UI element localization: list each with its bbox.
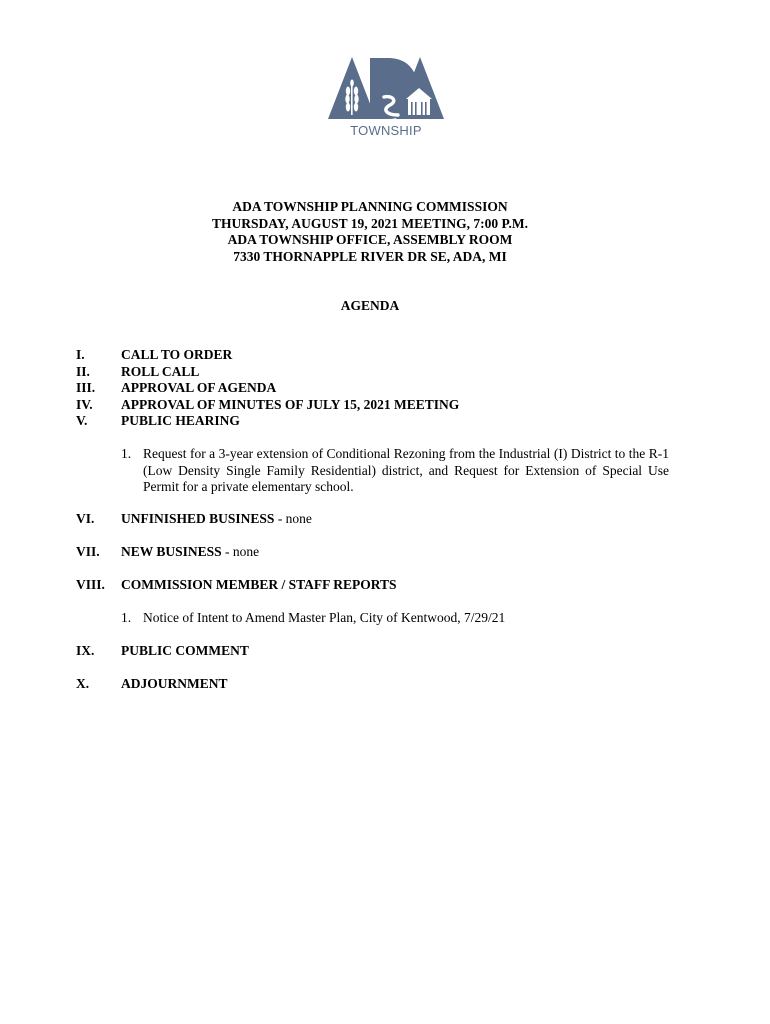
agenda-item-number: VI. [76,511,95,526]
agenda-item [76,413,240,430]
agenda-title: AGENDA [340,298,400,313]
agenda-item [76,544,259,561]
agenda-item-label: CALL TO ORDER [121,347,233,362]
header-date-time: THURSDAY, AUGUST 19, 2021 MEETING, 7:00 P.M. [212,215,528,231]
agenda-item [76,577,397,594]
header-commission: ADA TOWNSHIP PLANNING COMMISSION [232,199,508,214]
agenda-item-label: PUBLIC HEARING [121,413,240,428]
logo-township-text: TOWNSHIP [350,123,422,138]
agenda-item-note: - none [274,511,312,526]
agenda-item-label: APPROVAL OF AGENDA [121,380,277,395]
ada-township-logo [326,55,446,145]
agenda-item-label: COMMISSION MEMBER / STAFF REPORTS [121,577,397,592]
agenda-item-number: VIII. [76,577,105,592]
agenda-item [76,511,312,528]
subitem-text: Request for a 3-year extension of Conditional Rezoning from the Industrial (I) District to the R-1 (Low Density Single Family Residential) district, and Request for Extension of Special Use Permit for a private elementary school. [143,446,669,494]
subitem-text: Notice of Intent to Amend Master Plan, City of Kentwood, 7/29/21 [143,610,506,625]
agenda-item [76,676,228,693]
subitem-number: 1. [121,610,132,625]
agenda-item-number: IV. [76,396,93,412]
public-hearing-subitem [121,446,669,496]
agenda-item [76,347,232,364]
agenda-item [76,380,276,397]
agenda-item [76,643,249,660]
agenda-item-label: ROLL CALL [121,363,200,379]
ada-township-logo-mark [326,55,446,123]
subitem-number: 1. [121,446,132,461]
header-location: ADA TOWNSHIP OFFICE, ASSEMBLY ROOM [227,232,513,247]
agenda-item-label: UNFINISHED BUSINESS [121,511,275,526]
agenda-item-number: V. [76,413,88,428]
agenda-item-label: NEW BUSINESS [121,544,222,559]
header-address: 7330 THORNAPPLE RIVER DR SE, ADA, MI [233,248,507,264]
agenda-item [76,397,459,414]
agenda-item-number: II. [76,363,90,379]
agenda-item-label: PUBLIC COMMENT [121,643,249,658]
agenda-item-label: APPROVAL OF MINUTES OF JULY 15, 2021 MEETING [121,396,460,412]
agenda-item-label: ADJOURNMENT [121,676,228,691]
agenda-item-number: III. [76,380,96,395]
agenda-item-number: I. [76,347,85,362]
agenda-item-number: X. [76,676,90,691]
meeting-header [0,199,740,265]
reports-subitem [121,610,669,627]
agenda-item-number: IX. [76,643,95,658]
agenda-item-note: - none [221,544,260,559]
agenda-item-number: VII. [76,544,100,559]
agenda-item [76,364,199,381]
